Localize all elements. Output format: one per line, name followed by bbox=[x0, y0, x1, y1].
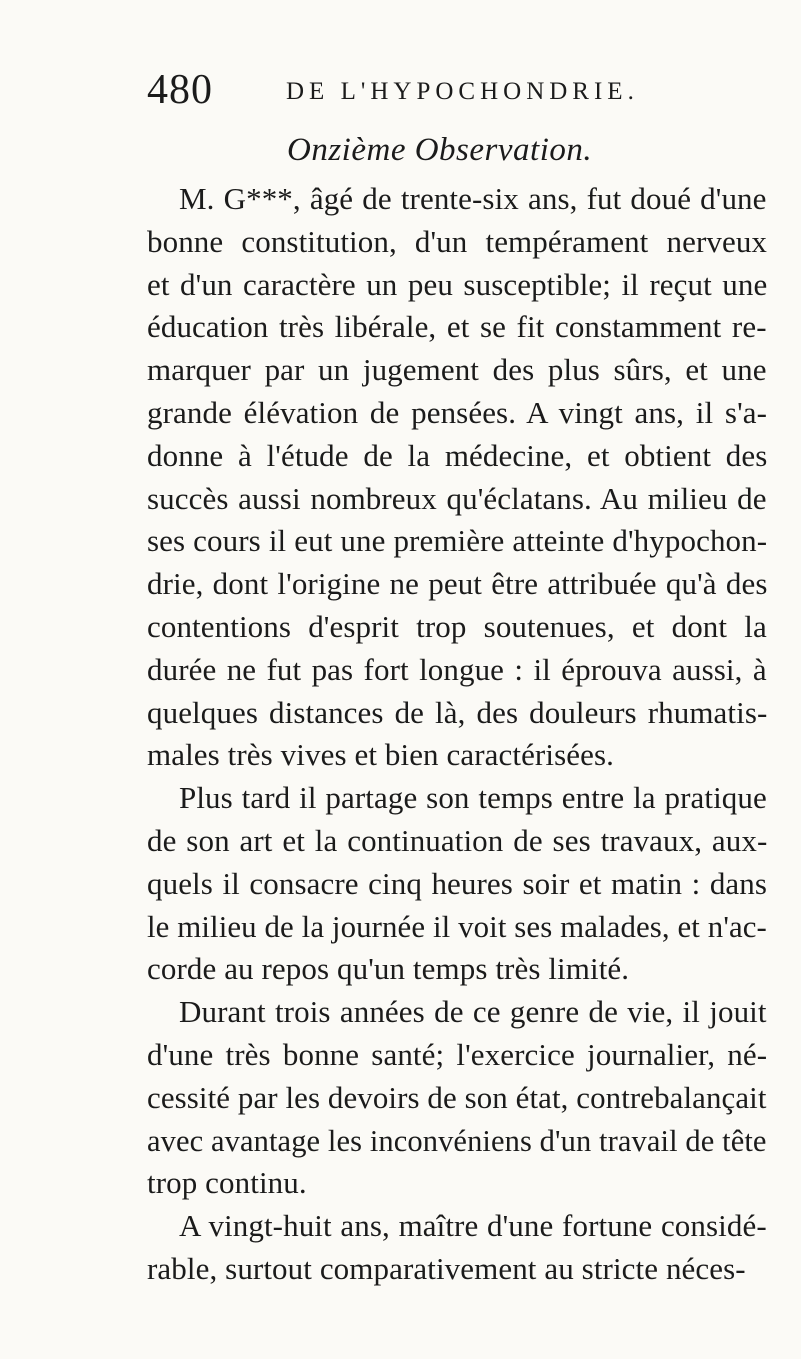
body-text bbox=[147, 178, 767, 1291]
text-line: marquer par un jugement des plus sûrs, et une bbox=[147, 352, 767, 388]
text-line: grande élévation de pensées. A vingt ans, il s'a- bbox=[147, 394, 768, 430]
text-line: avec avantage les inconvéniens d'un travail de tête bbox=[147, 1122, 767, 1158]
text-line: Durant trois années de ce genre de vie, il jouit bbox=[179, 994, 767, 1030]
text-line: succès aussi nombreux qu'éclatans. Au milieu de bbox=[147, 480, 767, 516]
text-line: quels il consacre cinq heures soir et matin : dans bbox=[147, 865, 768, 901]
text-line: donne à l'étude de la médecine, et obtient des bbox=[147, 437, 768, 473]
page-number: 480 bbox=[147, 67, 213, 113]
text-line: et d'un caractère un peu susceptible; il reçut une bbox=[147, 266, 768, 302]
text-line: le milieu de la journée il voit ses malades, et n'ac- bbox=[147, 908, 767, 944]
text-line: A vingt-huit ans, maître d'une fortune considé- bbox=[179, 1208, 767, 1244]
text-line: bonne constitution, d'un tempérament nerveux bbox=[147, 223, 768, 259]
text-line: trop continu. bbox=[147, 1165, 307, 1201]
text-line: cessité par les devoirs de son état, contrebalançait bbox=[147, 1079, 767, 1115]
running-title: DE L'HYPOCHONDRIE. bbox=[286, 78, 639, 105]
text-line: males très vives et bien caractérisées. bbox=[147, 737, 614, 773]
text-line: drie, dont l'origine ne peut être attribuée qu'à des bbox=[147, 566, 768, 602]
text-line: d'une très bonne santé; l'exercice journalier, né- bbox=[147, 1036, 768, 1072]
paragraph bbox=[147, 178, 767, 777]
text-line: Plus tard il partage son temps entre la pratique bbox=[179, 780, 767, 816]
section-title: Onzième Observation. bbox=[287, 132, 593, 168]
text-line: corde au repos qu'un temps très limité. bbox=[147, 951, 630, 987]
text-line: rable, surtout comparativement au stricte néces- bbox=[147, 1250, 746, 1286]
text-line: M. G***, âgé de trente-six ans, fut doué d'une bbox=[179, 181, 767, 216]
text-line: de son art et la continuation de ses travaux, aux- bbox=[147, 822, 768, 858]
text-line: quelques distances de là, des douleurs rhumatis- bbox=[147, 694, 768, 730]
text-line: ses cours il eut une première atteinte d'hypochon- bbox=[147, 523, 768, 559]
text-line: durée ne fut pas fort longue : il éprouva aussi, à bbox=[147, 651, 767, 687]
text-line: éducation très libérale, et se fit constamment re- bbox=[147, 309, 767, 345]
running-header bbox=[147, 66, 767, 114]
paragraph bbox=[147, 777, 767, 991]
paragraph bbox=[147, 1205, 767, 1291]
text-line: contentions d'esprit trop soutenues, et dont la bbox=[147, 608, 767, 644]
paragraph bbox=[147, 991, 767, 1205]
